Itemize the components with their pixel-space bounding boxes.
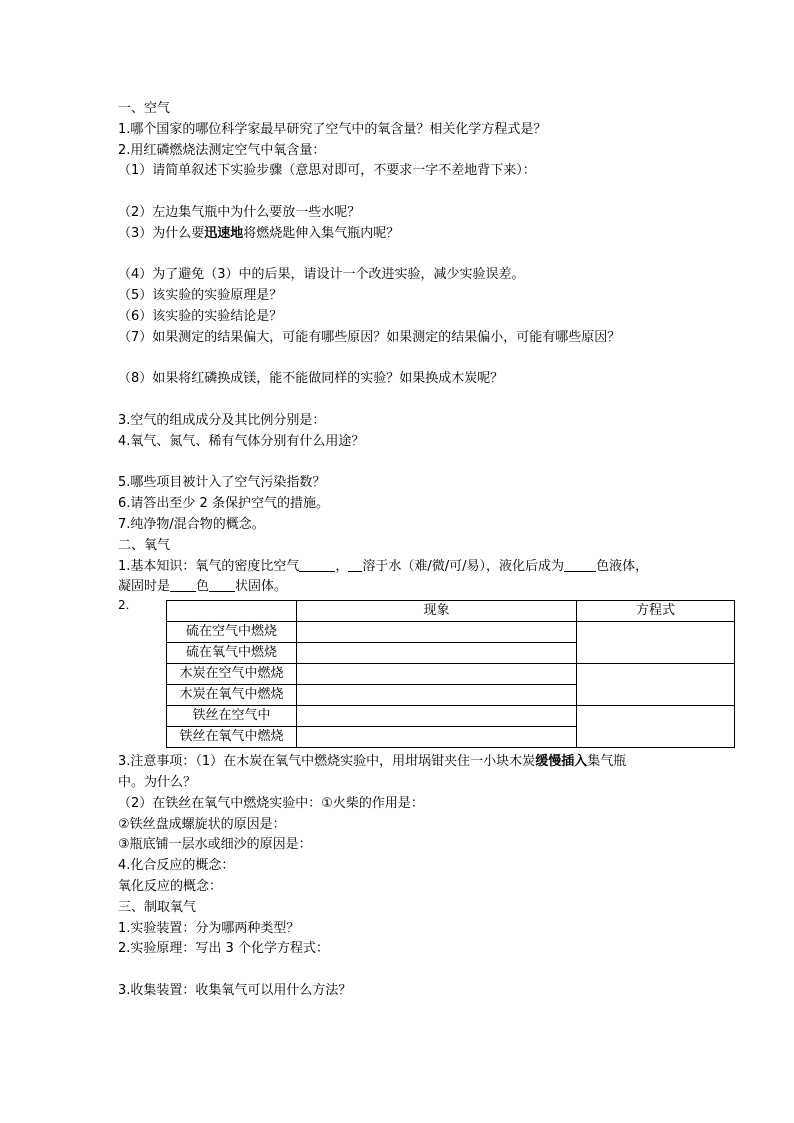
air-question-2-6: （6）该实验的实验结论是？ xyxy=(118,308,283,324)
air-question-2-7: （7）如果测定的结果偏大，可能有哪些原因？如果测定的结果偏小，可能有哪些原因？ xyxy=(118,329,621,345)
air-question-2-2: （2）左边集气瓶中为什么要放一些水呢？ xyxy=(118,204,361,220)
air-question-7: 7.纯净物/混合物的概念。 xyxy=(118,516,265,532)
phenomenon-cell[interactable] xyxy=(297,706,577,727)
air-question-2-3 xyxy=(118,224,738,245)
air-question-6: 6.请答出至少 2 条保护空气的措施。 xyxy=(118,496,329,512)
answer-space xyxy=(118,349,738,370)
oxygen-question-1 xyxy=(118,557,738,578)
text-segment: 3.注意事项：（1）在木炭在氧气中燃烧实验中，用坩埚钳夹住一小块木炭 xyxy=(118,754,536,770)
text-segment: 色 xyxy=(196,579,210,595)
row-label: 铁丝在空气中 xyxy=(167,706,297,727)
table-header: 现象 xyxy=(297,601,577,622)
air-question-4: 4.氧气、氮气、稀有气体分别有什么用途？ xyxy=(118,433,365,449)
phenomenon-cell[interactable] xyxy=(297,622,577,643)
oxygen-question-4: 4.化合反应的概念： xyxy=(118,858,235,874)
worksheet xyxy=(118,99,738,1002)
section-heading-prep: 三、制取氧气 xyxy=(118,899,197,915)
answer-space xyxy=(118,960,738,981)
fill-blank[interactable] xyxy=(299,557,335,572)
combustion-table-block xyxy=(118,598,738,752)
air-question-5: 5.哪些项目被计入了空气污染指数？ xyxy=(118,475,326,491)
row-label: 硫在氧气中燃烧 xyxy=(167,643,297,664)
fill-blank[interactable] xyxy=(170,577,196,592)
oxygen-question-4b: 氧化反应的概念： xyxy=(118,878,223,894)
answer-space xyxy=(118,453,738,474)
oxygen-question-3-2c: ③瓶底铺一层水或细沙的原因是： xyxy=(118,837,312,853)
text-segment: 1.基本知识：氧气的密度比空气 xyxy=(118,558,300,574)
row-label: 木炭在氧气中燃烧 xyxy=(167,685,297,706)
fill-blank[interactable] xyxy=(564,557,596,572)
phenomenon-cell[interactable] xyxy=(297,685,577,706)
table-header-row xyxy=(167,601,735,622)
phenomenon-cell[interactable] xyxy=(297,727,577,748)
table-header: 方程式 xyxy=(577,601,735,622)
air-question-2: 2.用红磷燃烧法测定空气中氧含量： xyxy=(118,142,326,158)
air-question-2-8: （8）如果将红磷换成镁，能不能做同样的实验？如果换成木炭呢？ xyxy=(118,371,504,387)
text-segment: ， xyxy=(335,558,349,574)
air-question-2-1: （1）请简单叙述下实验步骤（意思对即可，不要求一字不差地背下来）： xyxy=(118,163,536,179)
table-row xyxy=(167,622,735,643)
emphasis-text: 迅速地 xyxy=(204,225,244,241)
phenomenon-cell[interactable] xyxy=(297,664,577,685)
row-label: 硫在空气中燃烧 xyxy=(167,622,297,643)
phenomenon-cell[interactable] xyxy=(297,643,577,664)
oxygen-question-3-line-2: 中。为什么？ xyxy=(118,774,197,790)
prep-question-3: 3.收集装置：收集氧气可以用什么方法？ xyxy=(118,982,352,998)
text-segment: 集气瓶 xyxy=(587,754,627,770)
equation-cell[interactable] xyxy=(577,664,735,706)
section-heading-oxygen: 二、氧气 xyxy=(118,537,171,553)
row-label: 木炭在空气中燃烧 xyxy=(167,664,297,685)
oxygen-question-3 xyxy=(118,752,738,773)
combustion-table xyxy=(166,600,735,748)
table-row xyxy=(167,706,735,727)
prep-question-1: 1.实验装置：分为哪两种类型？ xyxy=(118,920,300,936)
fill-blank[interactable] xyxy=(209,577,235,592)
answer-space xyxy=(118,245,738,266)
oxygen-question-3-2: （2）在铁丝在氧气中燃烧实验中：①火柴的作用是： xyxy=(118,795,424,811)
question-number: 2. xyxy=(118,598,130,613)
text-segment: （3）为什么要 xyxy=(118,225,205,241)
text-segment: 将燃烧匙伸入集气瓶内呢？ xyxy=(243,225,400,241)
fill-blank[interactable] xyxy=(348,557,362,572)
air-question-1: 1.哪个国家的哪位科学家最早研究了空气中的氧含量？相关化学方程式是？ xyxy=(118,121,547,137)
emphasis-text: 缓慢插入 xyxy=(535,754,588,770)
oxygen-question-3-2b: ②铁丝盘成螺旋状的原因是： xyxy=(118,816,286,832)
table-header xyxy=(167,601,297,622)
air-question-2-4: （4）为了避免（3）中的后果，请设计一个改进实验，减少实验误差。 xyxy=(118,267,525,283)
table-row xyxy=(167,664,735,685)
prep-question-2: 2.实验原理：写出 3 个化学方程式： xyxy=(118,941,329,957)
text-segment: 状固体。 xyxy=(235,579,288,595)
equation-cell[interactable] xyxy=(577,622,735,664)
text-segment: 色液体， xyxy=(596,558,649,574)
text-segment: 凝固时是 xyxy=(118,579,171,595)
section-heading-air: 一、空气 xyxy=(118,101,171,116)
row-label: 铁丝在氧气中燃烧 xyxy=(167,727,297,748)
answer-space xyxy=(118,390,738,411)
air-question-2-5: （5）该实验的实验原理是？ xyxy=(118,288,283,304)
text-segment: 溶于水（难/微/可/易），液化后成为 xyxy=(362,558,565,574)
air-question-3: 3.空气的组成成分及其比例分别是： xyxy=(118,412,326,428)
answer-space xyxy=(118,182,738,203)
equation-cell[interactable] xyxy=(577,706,735,748)
oxygen-question-1-line-2 xyxy=(118,577,738,598)
